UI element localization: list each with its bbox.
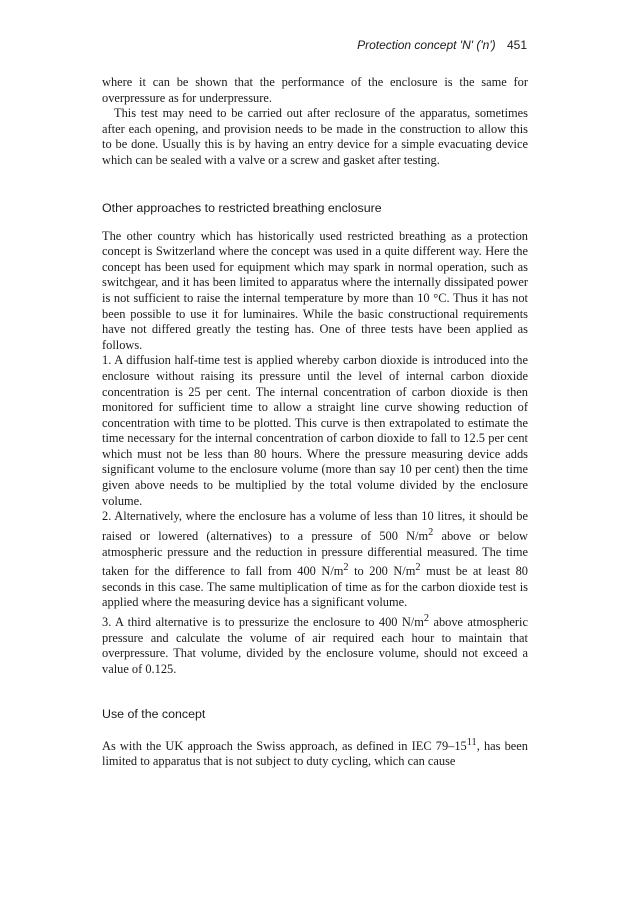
paragraph [102,735,528,770]
text-run: , has been limited to apparatus that is not subject to duty cycling, which can cause [102,738,529,769]
page-number: 451 [506,38,527,52]
superscript: 2 [423,613,430,625]
text-run: must be at least 80 seconds in this case. The same multiplication of time as for the carbon dioxide test is applied where the measuring device has a significant volume. [102,564,528,610]
text-run: above or below atmospheric pressure and the reduction in pressure differential measured. The time taken for the difference to fall from 400 N/m [102,528,528,579]
list-item-2 [102,509,528,611]
body-text [102,75,528,770]
superscript: 2 [343,562,349,574]
section-heading: Use of the concept [102,706,206,721]
running-title: Protection concept 'N' ('n') [357,38,496,52]
paragraph: where it can be shown that the performance of the enclosure is the same for overpressure as for underpressure. [102,75,528,105]
text-run: 3. A third alternative is to pressurize the enclosure to 400 N/m [102,615,424,630]
reference-superscript: 11 [466,736,477,748]
running-header [357,38,527,52]
paragraph: This test may need to be carried out after reclosure of the apparatus, sometimes after each opening, and provision needs to be made in the construction to allow this to be done. Usually this is by having an entry device for a simple evacuating device which can be sealed with a valve or a screw and gasket after testing. [102,106,528,167]
list-item-3 [102,611,528,678]
paragraph: The other country which has historically used restricted breathing as a protection concept is Switzerland where the concept was used in a quite different way. Here the concept has been used for equipment which may spark in normal operation, such as switchgear, and it has been limited to apparatus where the internally dissipated power is not sufficient to raise the internal temperature by more than 10 °C. Thus it has not been possible to use it for luminaires. While the basic constructional requirements have not differed greatly the testing has. One of three tests have been applied as follows. [102,228,528,352]
text-run: to 200 N/m [348,564,416,579]
section-heading: Other approaches to restricted breathing enclosure [102,200,382,215]
text-run: above atmospheric pressure and calculate the volume of air required each hour to maintain that overpressure. That volume, divided by the enclosure volume, should not exceed a value of 0.125. [102,615,528,676]
superscript: 2 [415,562,421,574]
list-item-1: 1. A diffusion half-time test is applied whereby carbon dioxide is introduced into the enclosure without raising its pressure until the level of internal carbon dioxide concentration is 25 per cent. The internal concentration of carbon dioxide is then monitored for sufficient time to allow a straight line curve showing reduction of concentration with time to be plotted. This curve is then extrapolated to estimate the time necessary for the internal concentration of carbon dioxide to fall to 12.5 per cent which must not be less than 80 hours. Where the pressure measuring device adds significant volume to the enclosure volume (more than say 10 per cent) then the time given above needs to be multiplied by the total volume divided by the enclosure volume. [102,353,528,508]
text-run: 2. Alternatively, where the enclosure has a volume of less than 10 litres, it should be raised or lowered (alternatives) to a pressure of 500 N/m [102,509,528,543]
text-run: As with the UK approach the Swiss approach, as defined in IEC 79–15 [102,738,467,753]
superscript: 2 [428,526,434,538]
